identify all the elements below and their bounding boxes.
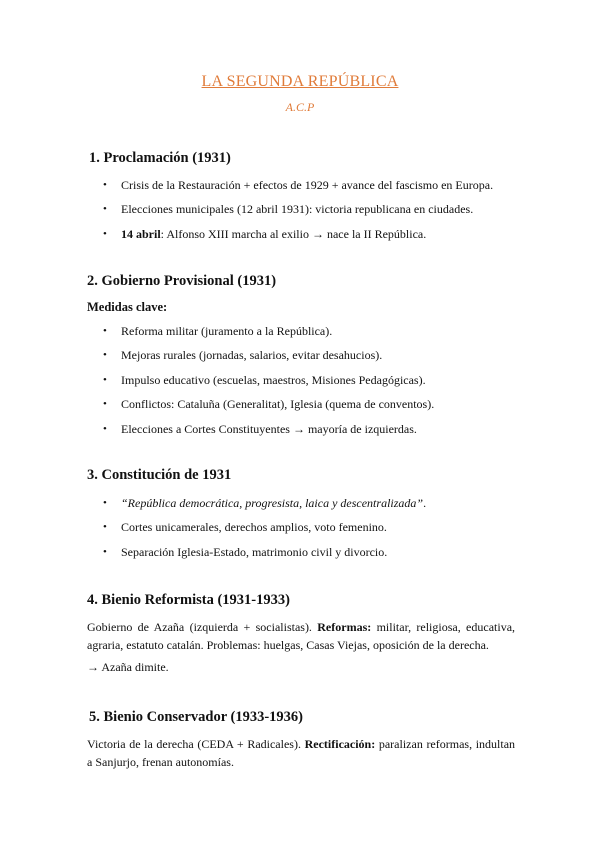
list-item [100, 496, 520, 520]
list-item-text: . [423, 496, 427, 510]
bold-term: Reformas: [317, 620, 372, 634]
section-heading-bienio-reformista: 4. Bienio Reformista (1931-1933) [87, 592, 290, 608]
list-item: • Separación Iglesia-Estado, matrimonio civil y divorcio. [100, 545, 520, 569]
list-constitucion [100, 496, 520, 569]
list-item: • Cortes unicamerales, derechos amplios, voto femenino. [100, 520, 520, 544]
list-item: • Impulso educativo (escuelas, maestros, Misiones Pedagógicas). [100, 373, 520, 397]
paragraph-bienio-reformista [87, 618, 515, 654]
section-heading-bienio-conservador: 5. Bienio Conservador (1933-1936) [89, 709, 304, 725]
document-title: LA SEGUNDA REPÚBLICA [201, 73, 399, 90]
section-heading-proclamacion: 1. Proclamación (1931) [89, 150, 231, 166]
list-item: • Crisis de la Restauración + efectos de 1929 + avance del fascismo en Europa. [100, 178, 520, 202]
list-item [100, 227, 520, 251]
document-author: A.C.P [285, 100, 315, 114]
paragraph-result: → Azaña dimite. [87, 660, 169, 674]
measures-label: Medidas clave: [87, 300, 168, 314]
list-item: • Mejoras rurales (jornadas, salarios, evitar desahucios). [100, 348, 520, 372]
list-proclamacion [100, 178, 520, 251]
section-heading-constitucion: 3. Constitución de 1931 [87, 467, 232, 483]
list-item: • Reforma militar (juramento a la República). [100, 324, 520, 348]
list-item: • Conflictos: Cataluña (Generalitat), Iglesia (quema de conventos). [100, 397, 520, 421]
paragraph-text: paralizan reformas, indultan a Sanjurjo, frenan autonomías. [87, 737, 516, 769]
paragraph-text: Victoria de la derecha (CEDA + Radicales). [87, 737, 301, 751]
list-item: • Elecciones a Cortes Constituyentes → mayoría de izquierdas. [100, 422, 520, 446]
paragraph-text: Gobierno de Azaña (izquierda + socialistas). [87, 620, 312, 634]
list-item-text: : Alfonso XIII marcha al exilio → nace la II República. [160, 226, 427, 241]
italic-quote: “República democrática, progresista, laica y descentralizada” [121, 496, 424, 510]
list-gobierno-provisional [100, 324, 520, 446]
bold-date: 14 abril [121, 226, 161, 241]
paragraph-text: militar, religiosa, educativa, agraria, estatuto catalán. Problemas: huelgas, Casas Viejas, oposición de la derecha. [87, 620, 516, 652]
section-heading-gobierno-provisional: 2. Gobierno Provisional (1931) [87, 273, 277, 289]
list-item: • Elecciones municipales (12 abril 1931): victoria republicana en ciudades. [100, 202, 520, 226]
paragraph-bienio-conservador [87, 735, 515, 771]
bold-term: Rectificación: [304, 737, 376, 751]
